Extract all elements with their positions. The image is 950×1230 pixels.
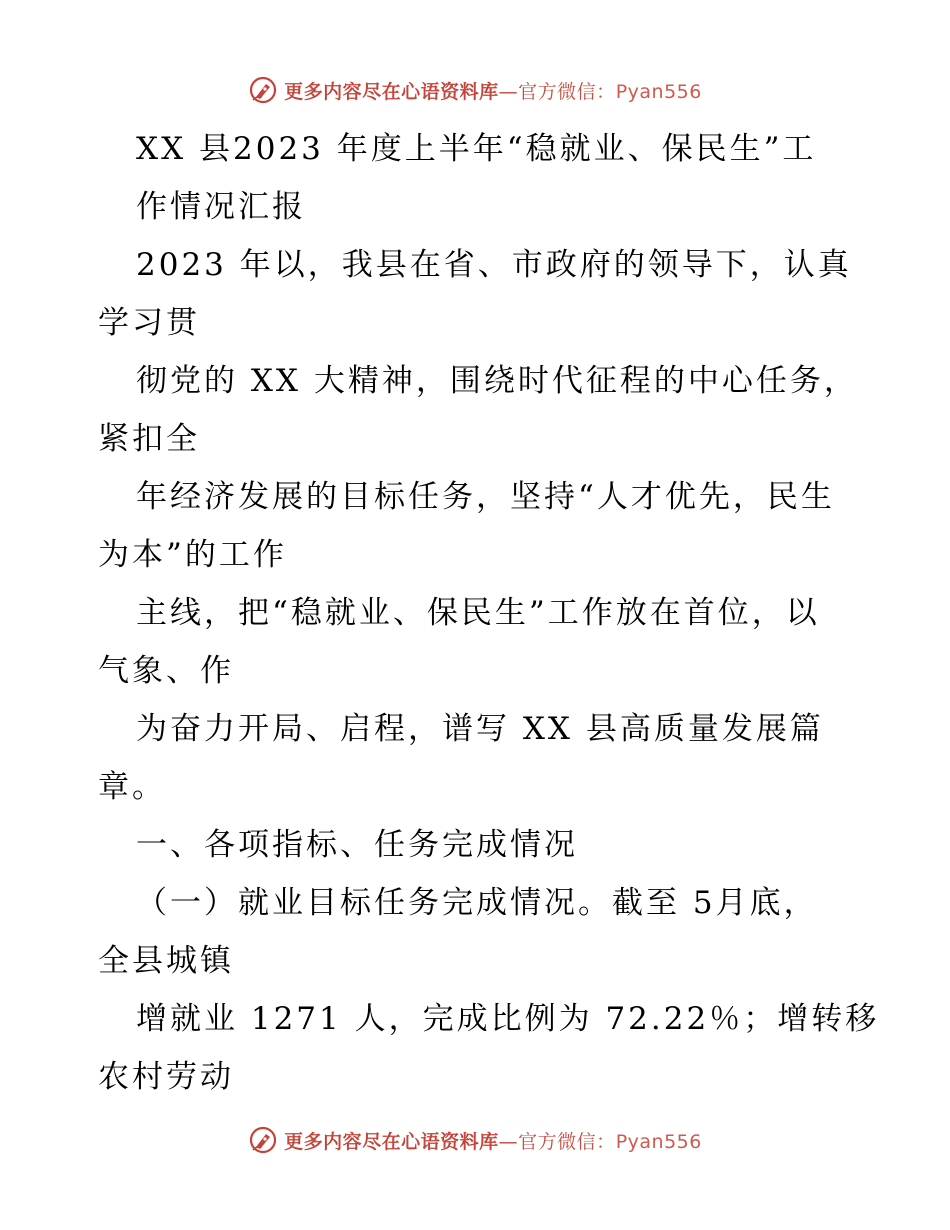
paragraph-line: 全县城镇 <box>98 943 234 979</box>
paragraph-line: 气象、作 <box>98 653 234 689</box>
paragraph-line: 2023 年以，我县在省、市政府的领导下，认真 <box>136 247 852 283</box>
section-heading: 一、各项指标、任务完成情况 <box>136 827 578 863</box>
paragraph-line: 为本”的工作 <box>98 537 287 573</box>
pen-nib-logo-icon <box>248 75 278 105</box>
document-body <box>98 120 880 1106</box>
paragraph-line: 主线，把“稳就业、保民生”工作放在首位，以 <box>136 595 820 631</box>
paragraph-line: 彻党的 XX 大精神，围绕时代征程的中心任务， <box>136 363 858 399</box>
doc-title-line-1: XX 县2023 年度上半年“稳就业、保民生”工 <box>136 131 817 167</box>
paragraph-line: 紧扣全 <box>98 421 200 457</box>
watermark-text: 更多内容尽在心语资料库—官方微信：Pyan556 <box>284 1130 702 1153</box>
paragraph-line: 章。 <box>98 769 166 805</box>
header-watermark <box>0 73 950 107</box>
pen-nib-logo-icon <box>248 1125 278 1155</box>
paragraph-line: 为奋力开局、启程，谱写 XX 县高质量发展篇 <box>136 711 824 747</box>
paragraph-line: 农村劳动 <box>98 1059 234 1095</box>
paragraph-line: 学习贯 <box>98 305 200 341</box>
paragraph-line: 增就业 1271 人，完成比例为 72.22％；增转移 <box>136 1001 880 1037</box>
paragraph-line: 年经济发展的目标任务，坚持“人才优先，民生 <box>136 479 835 515</box>
watermark-text: 更多内容尽在心语资料库—官方微信：Pyan556 <box>284 80 702 103</box>
doc-title-line-2: 作情况汇报 <box>136 189 306 225</box>
footer-watermark <box>0 1123 950 1157</box>
subsection-heading-line: （一）就业目标任务完成情况。截至 5月底， <box>136 885 818 921</box>
